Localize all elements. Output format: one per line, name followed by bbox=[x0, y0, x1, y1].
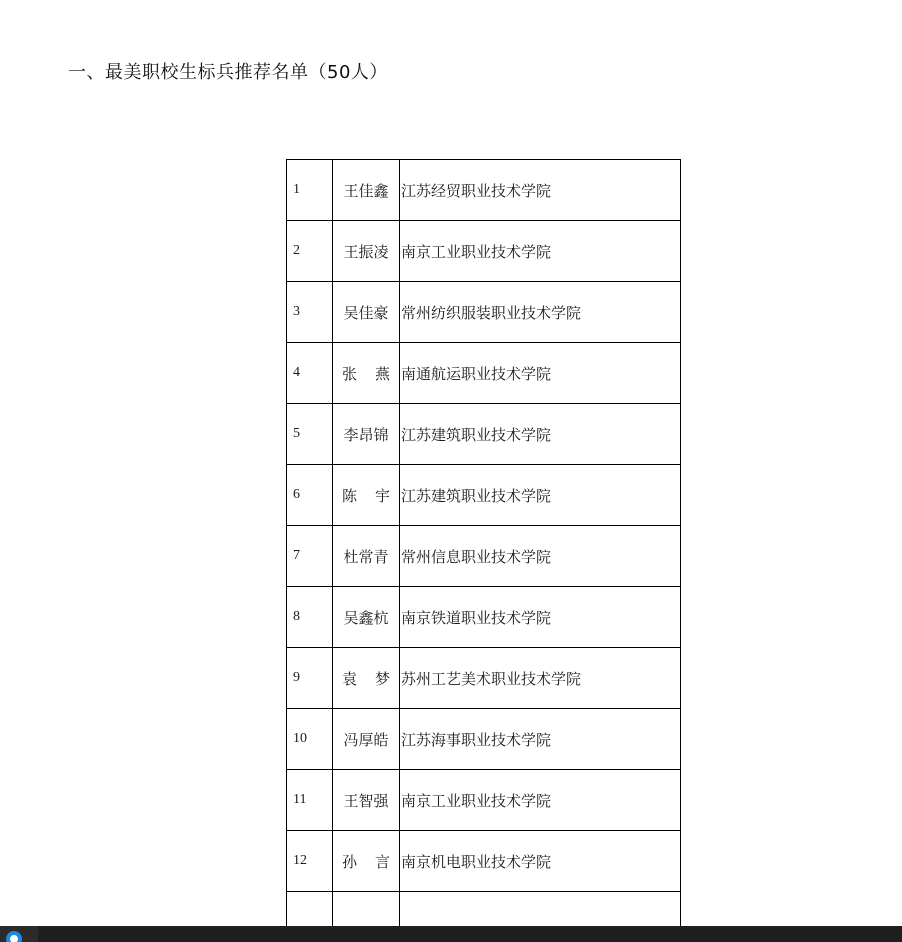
student-name: 王振凌 bbox=[343, 242, 389, 261]
row-number: 10 bbox=[287, 709, 333, 770]
student-name-cell bbox=[333, 282, 400, 343]
student-name: 冯厚皓 bbox=[343, 730, 389, 749]
student-name-cell bbox=[333, 648, 400, 709]
student-name-cell bbox=[333, 465, 400, 526]
row-number: 3 bbox=[287, 282, 333, 343]
student-name-cell bbox=[333, 770, 400, 831]
student-name: 吴鑫杭 bbox=[343, 608, 389, 627]
row-number: 1 bbox=[287, 160, 333, 221]
student-name-cell bbox=[333, 526, 400, 587]
table-row bbox=[287, 465, 681, 526]
table-row bbox=[287, 587, 681, 648]
student-name-cell bbox=[333, 587, 400, 648]
row-number: 4 bbox=[287, 343, 333, 404]
table-row bbox=[287, 343, 681, 404]
school-name: 南京工业职业技术学院 bbox=[400, 221, 681, 282]
school-name: 江苏经贸职业技术学院 bbox=[400, 160, 681, 221]
school-name: 常州纺织服装职业技术学院 bbox=[400, 282, 681, 343]
student-name: 袁梦 bbox=[342, 669, 390, 688]
row-number: 12 bbox=[287, 831, 333, 892]
table-row bbox=[287, 221, 681, 282]
school-name: 南通航运职业技术学院 bbox=[400, 343, 681, 404]
school-name: 江苏建筑职业技术学院 bbox=[400, 404, 681, 465]
student-name: 孙言 bbox=[342, 852, 390, 871]
row-number: 11 bbox=[287, 770, 333, 831]
row-number: 2 bbox=[287, 221, 333, 282]
taskbar bbox=[0, 926, 902, 942]
student-name: 吴佳豪 bbox=[343, 303, 389, 322]
table-body bbox=[287, 160, 681, 942]
student-name: 张燕 bbox=[342, 364, 390, 383]
row-number: 6 bbox=[287, 465, 333, 526]
school-name: 南京铁道职业技术学院 bbox=[400, 587, 681, 648]
row-number: 9 bbox=[287, 648, 333, 709]
table-row bbox=[287, 648, 681, 709]
table-row bbox=[287, 526, 681, 587]
school-name: 江苏建筑职业技术学院 bbox=[400, 465, 681, 526]
student-name: 陈宇 bbox=[342, 486, 390, 505]
start-icon[interactable] bbox=[6, 931, 22, 942]
student-name-cell bbox=[333, 404, 400, 465]
table-row bbox=[287, 404, 681, 465]
school-name: 南京工业职业技术学院 bbox=[400, 770, 681, 831]
table-row bbox=[287, 831, 681, 892]
school-name: 江苏海事职业技术学院 bbox=[400, 709, 681, 770]
page-title: 一、最美职校生标兵推荐名单（50人） bbox=[68, 62, 388, 83]
school-name: 苏州工艺美术职业技术学院 bbox=[400, 648, 681, 709]
school-name: 南京机电职业技术学院 bbox=[400, 831, 681, 892]
school-name: 常州信息职业技术学院 bbox=[400, 526, 681, 587]
row-number: 7 bbox=[287, 526, 333, 587]
student-name-cell bbox=[333, 343, 400, 404]
row-number: 5 bbox=[287, 404, 333, 465]
taskbar-start-area[interactable] bbox=[0, 926, 38, 942]
student-name-cell bbox=[333, 831, 400, 892]
table-row bbox=[287, 160, 681, 221]
student-name-cell bbox=[333, 709, 400, 770]
table-row bbox=[287, 282, 681, 343]
table-row bbox=[287, 770, 681, 831]
recommendation-table bbox=[286, 159, 681, 942]
student-name: 杜常青 bbox=[343, 547, 389, 566]
row-number: 8 bbox=[287, 587, 333, 648]
student-name: 王智强 bbox=[343, 791, 389, 810]
student-name: 王佳鑫 bbox=[343, 181, 389, 200]
student-name: 李昂锦 bbox=[343, 425, 389, 444]
table-row bbox=[287, 709, 681, 770]
student-name-cell bbox=[333, 160, 400, 221]
student-name-cell bbox=[333, 221, 400, 282]
